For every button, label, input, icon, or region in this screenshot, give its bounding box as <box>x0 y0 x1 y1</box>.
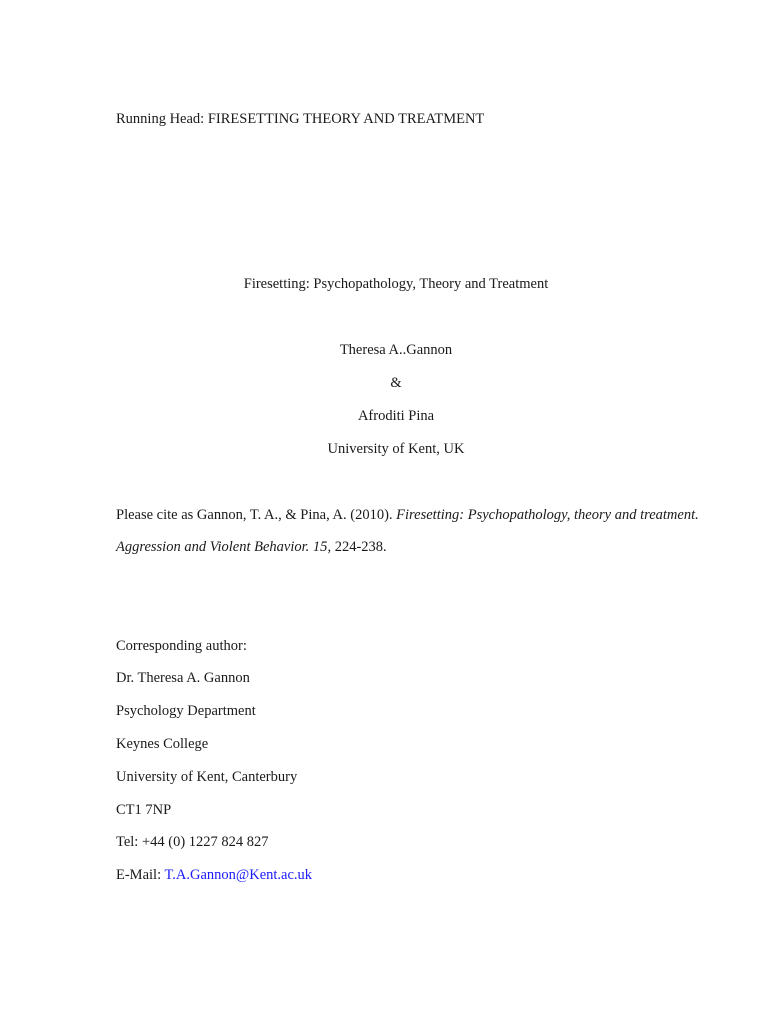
citation-pages: , 224-238. <box>327 539 387 555</box>
citation-prefix: Please cite as Gannon, T. A., & Pina, A. (2010). <box>116 507 397 523</box>
running-head-label: Running Head: <box>116 111 205 127</box>
contact-email-line <box>116 866 312 884</box>
running-head <box>116 110 484 128</box>
author-1: Theresa A..Gannon <box>339 342 453 358</box>
corresponding-author-heading: Corresponding author: <box>116 638 247 654</box>
author-conjunction: & <box>390 375 402 391</box>
email-label: E-Mail: <box>116 867 165 883</box>
document-title: Firesetting: Psychopathology, Theory and Treatment <box>243 276 549 292</box>
citation-line-1 <box>116 506 699 524</box>
citation-journal: Aggression and Violent Behavior. 15 <box>116 539 328 555</box>
affiliation: University of Kent, UK <box>327 441 465 457</box>
citation-line-2 <box>116 538 387 556</box>
contact-name: Dr. Theresa A. Gannon <box>116 670 250 686</box>
contact-postcode: CT1 7NP <box>116 802 172 818</box>
citation-title: Firesetting: Psychopathology, theory and treatment. <box>396 507 699 523</box>
contact-university: University of Kent, Canterbury <box>116 769 298 785</box>
contact-telephone: Tel: +44 (0) 1227 824 827 <box>116 834 269 850</box>
email-link[interactable]: T.A.Gannon@Kent.ac.uk <box>164 867 313 883</box>
contact-college: Keynes College <box>116 736 209 752</box>
contact-department: Psychology Department <box>116 703 256 719</box>
running-head-value: FIRESETTING THEORY AND TREATMENT <box>207 111 485 127</box>
author-2: Afroditi Pina <box>357 408 435 424</box>
